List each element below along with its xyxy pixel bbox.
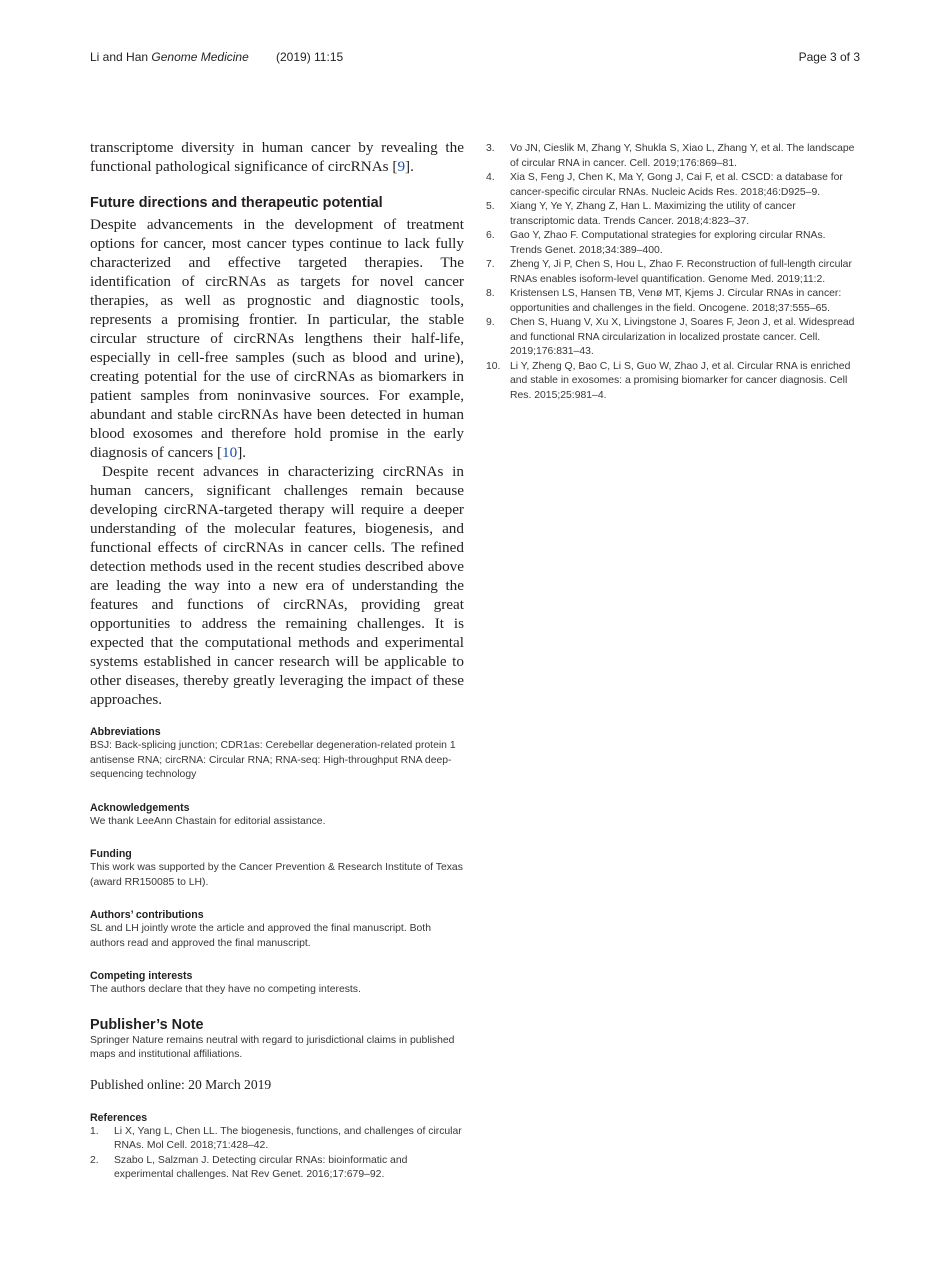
reference-text: Chen S, Huang V, Xu X, Livingstone J, Soares F, Jeon J, et al. Widespread and functional RNA circularization in localized prostate cancer. Cell. 2019;176:831–43. xyxy=(510,317,855,357)
contributions-heading: Authors’ contributions xyxy=(90,909,204,921)
reference-text: Xia S, Feng J, Chen K, Ma Y, Gong J, Cai F, et al. CSCD: a database for cancer-specific circular RNAs. Nucleic Acids Res. 2018;46:D925–9. xyxy=(510,172,843,198)
header-citation xyxy=(90,50,249,64)
reference-text: Li X, Yang L, Chen LL. The biogenesis, functions, and challenges of circular RNAs. Mol Cell. 2018;71:428–42. xyxy=(114,1125,462,1151)
reference-item xyxy=(90,1125,464,1154)
reference-number: 3. xyxy=(486,143,495,154)
reference-item xyxy=(486,171,860,200)
contributions-text: SL and LH jointly wrote the article and approved the final manuscript. Both authors read and approved the final manuscript. xyxy=(90,923,431,949)
competing-interests-text: The authors declare that they have no competing interests. xyxy=(90,984,361,995)
funding-text: This work was supported by the Cancer Prevention & Research Institute of Texas (award RR150085 to LH). xyxy=(90,862,463,888)
reference-number: 2. xyxy=(90,1154,99,1166)
reference-number: 10. xyxy=(486,360,501,372)
references-section-start xyxy=(90,1111,464,1183)
reference-text: Szabo L, Salzman J. Detecting circular RNAs: bioinformatic and experimental challenges. Nat Rev Genet. 2016;17:679–92. xyxy=(114,1154,408,1180)
abbreviations-heading: Abbreviations xyxy=(90,726,161,738)
citation-link-9[interactable]: 9 xyxy=(397,158,406,175)
header-authors: Li and Han xyxy=(90,50,149,64)
abbreviations-text: BSJ: Back-splicing junction; CDR1as: Cerebellar degeneration-related protein 1 antisense RNA; circRNA: Circular RNA; RNA-seq: High-throughput RNA deep-sequencing technology xyxy=(90,740,456,780)
intro-end: ]. xyxy=(405,158,414,175)
running-header xyxy=(90,50,860,68)
future-p1-end: ]. xyxy=(237,444,247,461)
references-heading: References xyxy=(90,1111,148,1124)
reference-text: Gao Y, Zhao F. Computational strategies for exploring circular RNAs. Trends Genet. 2018;34:389–400. xyxy=(510,230,826,256)
left-column xyxy=(90,138,464,1183)
intro-paragraph xyxy=(90,138,464,176)
funding-section xyxy=(90,847,464,890)
reference-number: 7. xyxy=(486,259,495,270)
reference-text: Kristensen LS, Hansen TB, Venø MT, Kjems J. Circular RNAs in cancer: opportunities and challenges in the field. Oncogene. 2018;37:555–65. xyxy=(510,288,842,314)
abbreviations-section xyxy=(90,725,464,783)
future-paragraph-1 xyxy=(90,215,464,462)
reference-item xyxy=(486,360,860,404)
intro-text: transcriptome diversity in human cancer by revealing the functional pathological significance of circRNAs [ xyxy=(90,139,464,175)
funding-heading: Funding xyxy=(90,848,132,860)
reference-item xyxy=(486,229,860,258)
reference-item xyxy=(486,316,860,360)
publisher-note-heading: Publisher’s Note xyxy=(90,1016,204,1033)
reference-text: Xiang Y, Ye Y, Zhang Z, Han L. Maximizing the utility of cancer transcriptomic data. Trends Cancer. 2018;4:823–37. xyxy=(510,201,796,227)
competing-interests-heading: Competing interests xyxy=(90,970,193,982)
reference-number: 6. xyxy=(486,230,495,241)
reference-item xyxy=(90,1154,464,1183)
reference-list-left xyxy=(90,1125,464,1183)
published-online-date: Published online: 20 March 2019 xyxy=(90,1076,272,1092)
publisher-note-section xyxy=(90,1016,464,1063)
reference-number: 8. xyxy=(486,288,495,299)
header-year-volume: (2019) 11:15 xyxy=(276,50,344,64)
competing-interests-section xyxy=(90,969,464,998)
acknowledgements-heading: Acknowledgements xyxy=(90,801,190,814)
reference-number: 9. xyxy=(486,317,495,328)
reference-item xyxy=(486,258,860,287)
reference-text: Vo JN, Cieslik M, Zhang Y, Shukla S, Xiao L, Zhang Y, et al. The landscape of circular RNA in cancer. Cell. 2019;176:869–81. xyxy=(510,143,855,169)
reference-number: 1. xyxy=(90,1125,99,1137)
future-paragraph-2: Despite recent advances in characterizing circRNAs in human cancers, significant challenges remain because developing circRNA-targeted therapy will require a deeper understanding of the molecular features, biogenesis, and functional effects of circRNAs in cancer cells. The refined detection methods used in the recent studies described above are leading the way into a new era of understanding the features and functions of circRNAs, providing great opportunities to address the remaining challenges. It is expected that the computational methods and experimental systems established in cancer research will be applicable to other diseases, thereby greatly leveraging the impact of these approaches. xyxy=(90,463,464,708)
reference-text: Zheng Y, Ji P, Chen S, Hou L, Zhao F. Reconstruction of full-length circular RNAs enables isoform-level quantification. Genome Med. 2019;11:2. xyxy=(510,259,852,285)
publisher-note-text: Springer Nature remains neutral with regard to jurisdictional claims in published maps and institutional affiliations. xyxy=(90,1034,455,1060)
reference-item xyxy=(486,142,860,171)
reference-list-right xyxy=(486,142,860,403)
acknowledgements-section xyxy=(90,801,464,830)
reference-item xyxy=(486,287,860,316)
reference-text: Li Y, Zheng Q, Bao C, Li S, Guo W, Zhao J, et al. Circular RNA is enriched and stable in exosomes: a promising biomarker for cancer diagnosis. Cell Res. 2015;25:981–4. xyxy=(510,360,851,401)
section-heading-future: Future directions and therapeutic potential xyxy=(90,195,383,211)
citation-link-10[interactable]: 10 xyxy=(222,444,238,461)
header-page-number: Page 3 of 3 xyxy=(798,50,860,64)
reference-number: 5. xyxy=(486,201,495,212)
contributions-section xyxy=(90,908,464,951)
reference-number: 4. xyxy=(486,172,495,183)
header-journal: Genome Medicine xyxy=(151,50,249,64)
acknowledgements-text: We thank LeeAnn Chastain for editorial assistance. xyxy=(90,815,326,827)
reference-item xyxy=(486,200,860,229)
right-column xyxy=(486,142,860,403)
future-p1-text: Despite advancements in the development of treatment options for cancer, most cancer types continue to lack fully characterized and effective targeted therapies. The identification of circRNAs as targets for novel cancer therapies, as well as prognostic and diagnostic tools, represents a promising frontier. In particular, the stable circular structure of circRNAs lengthens their half-life, especially in cell-free samples (such as blood and urine), creating potential for the use of circRNAs as biomarkers in patient samples from noninvasive sources. For example, abundant and stable circRNAs have been detected in human blood exosomes and therefore hold promise in the early diagnosis of cancers [ xyxy=(90,216,464,461)
